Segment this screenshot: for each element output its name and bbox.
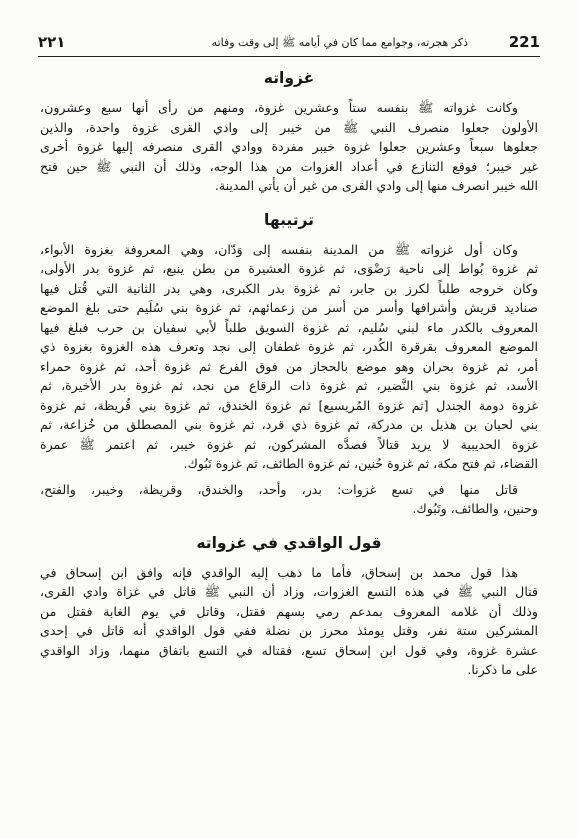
text-line: الأولون جعلوا منصرف النبي ﷺ من خيبر إلى وادي القرى غزوة واحدة، والذين (40, 119, 538, 135)
text-line: وكان خروجه طلباً لكرز بن جابر، ثم غزوة بدر الكبرى، وهي بدر الثانية التي قُتل فيها (40, 280, 538, 296)
text-line: وحنين، والطائف، وتَبُوك. (412, 501, 538, 516)
text-line: القضاء، ثم فتح مكة، ثم غزوة حُنين، ثم غزوة الطائف، ثم غزوة تَبُوك. (183, 456, 538, 471)
page-header (38, 30, 540, 57)
text-line: وكان أول غزواته ﷺ من المدينة بنفسه إلى وَدّان، وهي المعروفة بغزوة الأبواء، (40, 241, 518, 257)
text-line: بني لحيان بن هذيل بن مدركة، ثم غزوة ذي قرد، ثم غزوة بني المصطلق من خُزاعة، ثم (40, 417, 538, 432)
text-line: قتال النبي ﷺ في هذه التسع الغزوات، وزاد أن النبي ﷺ قاتل في غزاة وادي القرى، (40, 584, 538, 599)
text-line: صناديد قريش وأشرافها وأسر من أسر من زعمائهم، ثم غزوة بني سُلَيم حتى بلغ الموضع (40, 300, 538, 315)
section-heading: غزواته (263, 69, 315, 87)
text-line: أمر، ثم غزوة بحران وهو موضع بالحجاز من فوق الفرع ثم غزوة أحد، ثم غزوة حمراء (40, 358, 538, 374)
text-line: ثم غزوة بُواط إلى ناحية رَضْوَى، ثم غزوة العشيرة من بطن ينبع، ثم غزوة بدر الأولى، (40, 261, 538, 276)
text-line: المعروف بالكدر ماء لبني سُليم، ثم غزوة السويق طلباً لأبي سفيان بن حرب فبلغ فيها (40, 319, 538, 335)
text-line: هذا قول محمد بن إسحاق، فأما ما ذهب إليه الواقدي فإنه وافق ابن إسحاق في (40, 564, 518, 580)
paragraph (40, 240, 538, 474)
running-title: ذكر هجرته، وجوامع مما كان في أيامه ﷺ إلى وقت وفاته (211, 36, 468, 49)
text-line: المشركين ستة نفر، وقتل يومئذ محرز بن نضلة ففي قول الواقدي أنه قاتل في إحدى (40, 623, 538, 638)
text-line: قاتل منها في تسع غزوات: بدر، وأحد، والخندق، وقريظة، وخيبر، والفتح، (40, 481, 518, 497)
text-line: وكانت غزواته ﷺ بنفسه ستاً وعشرين غزوة، ومنهم من رأى أنها سبع وعشرون، (40, 100, 518, 115)
section-heading: ترتيبها (264, 210, 314, 229)
paragraph (40, 480, 538, 519)
paragraph (40, 98, 538, 196)
text-line: الله خيبر انصرف منها إلى وادي القرى من غير أن يأتي المدينة. (214, 178, 538, 193)
text-line: وذلك أن غلامه المعروف بمدعم رمي بسهم فقتل، وقاتل في يوم الغابة فقتل من (40, 603, 538, 619)
text-line: جعلوها سبعاً وعشرين جعلوا غزوة خيبر مفردة ووادي القرى منصرفه إليها غزوة أخرى (40, 139, 538, 154)
text-line: غزوة الحديبية لا يريد قتالاً فصدَّه المشركون، ثم غزوة خيبر، ثم اعتمر ﷺ عمرة (40, 436, 538, 452)
text-line: الأسد، ثم غزوة بني النَّضير، ثم غزوة ذات الرقاع من نجد، ثم غزوة بدر الأخيرة، ثم (40, 378, 538, 393)
text-line: الموضع المعروف بقرقرة الكُدر، ثم غزوة غطفان إلى نجد وتعرف هذه الغزوة بغزوة ذي (40, 339, 538, 354)
text-line: على ما ذكرنا. (467, 662, 538, 677)
page-number-arabic: ٢٢١ (38, 33, 66, 51)
page-number-latin: 221 (508, 33, 540, 51)
text-line: غزوة دومة الجندل [ثم غزوة المُريسيع] ثم غزوة الخندق، ثم غزوة بني قُريظة، ثم غزوة (40, 397, 538, 413)
text-line: غير خيبر؛ فوقع التنازع في أعداد الغزوات من هذا الوجه، وذلك أن النبي ﷺ حين فتح (40, 158, 538, 174)
section-heading: قول الواقدي في غزواته (196, 533, 382, 552)
page-body (40, 64, 538, 680)
text-line: عشرة غزوة، وفي قول ابن إسحاق تسع، فقتاله في التسع باتفاق منهما، وزاد الواقدي (40, 642, 538, 658)
paragraph (40, 563, 538, 680)
